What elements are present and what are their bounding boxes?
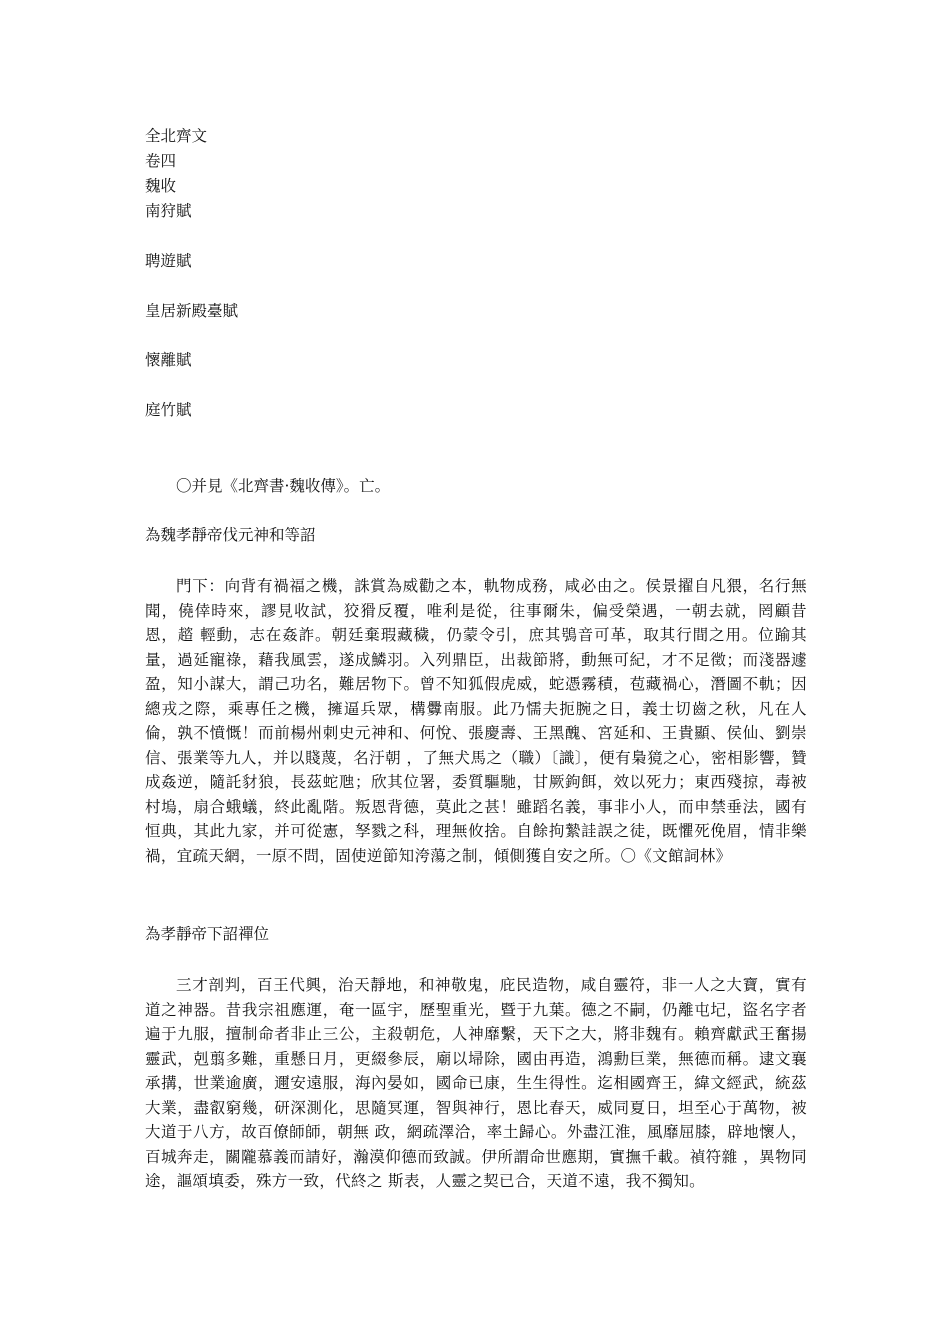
works-note: 〇并見《北齊書·魏收傳》。亡。 [176, 477, 391, 495]
section-body: 三才剖判，百王代興，治天靜地，和神敬鬼，庇民造物，咸自靈符，非一人之大寶，實有道之神器。昔我宗祖應運，奄一區宇，歷聖重光，暨于九葉。德之不嗣，仍離屯圮，盜名字者遍于九服，擅制命者非止三公，主殺朝危，人神靡繫，天下之大，將非魏有。賴齊獻武王奮揚靈武，剋翦多難，重懸日月，更綴參辰，廟以埽除，國由再造，鴻勳巨業，無德而稱。逮文襄承搆，世業逾廣，邇安遠服，海內晏如，國命已康，生生得性。迄相國齊王，緯文經武，統茲大業，盡叡窮幾，研深測化，思隨冥運，智與神行，恩比春天，威同夏日，坦至心于萬物，被大道于八方，故百僚師師，朝無 政，網疏澤洽，率土歸心。外盡江淮，風靡屈膝，辟地懷人，百城奔走，關隴慕義而請好，瀚漠仰德而致誠。伊所謂命世應期，實撫千載。禎符雜 ，異物同途，謳頌填委，殊方一致，代終之 斯表，人靈之契已合，天道不遠，我不獨知。 [145, 976, 807, 1190]
work-title: 皇居新殿臺賦 [145, 302, 239, 320]
work-title: 聘遊賦 [145, 252, 192, 270]
work-title: 懷離賦 [145, 351, 192, 369]
volume-label: 卷四 [145, 152, 177, 170]
collection-title: 全北齊文 [145, 127, 208, 145]
section-title: 為孝靜帝下詔禪位 [145, 925, 270, 943]
work-title: 南狩賦 [145, 202, 192, 220]
section-title: 為魏孝靜帝伐元神和等詔 [145, 526, 316, 544]
section-body: 門下：向背有禍福之機，誅賞為威勸之本，軌物成務，咸必由之。侯景擢自凡猥，名行無聞，僥倖時來，謬見收試，狡猾反覆，唯利是從，往事爾朱，偏受榮遇，一朝去就，罔顧昔恩，趦 輕動，志在姦詐。朝廷棄瑕藏穢，仍蒙令引，庶其鴞音可革，取其行間之用。位踰其量，過延寵祿，藉我風雲，遂成鱗羽。入列鼎臣，出裁節將，動無可紀，才不足徵；而淺器遽盈，知小謀大，謂己功名，難居物下。曾不知狐假虎威，蛇憑霧積，苞藏禍心，潛圖不軌；因總戎之際，乘專任之機，擁逼兵眾，構釁南服。此乃懦夫扼腕之日，義士切齒之秋，凡在人倫，孰不憤慨！而前楊州刺史元神和、何悅、張慶壽、王黑醜、宮延和、王貴顯、侯仙、劉崇信、張業等九人，并以賤蔑，名汙朝 ，了無犬馬之（職）〔識〕，便有梟獍之心，密相影響，贊成姦逆，隨託豺狼，長茲蛇虺；欣其位署，委質驅馳，甘厥鉤餌，效以死力；東西殘掠，毒被村塢，扇合蛾蟻，終此亂階。叛恩背德，莫此之甚！雖蹈名義，事非小人，而申禁垂法，國有恒典，其此九家，并可從憲，孥戮之科，理無攸捨。自餘拘縶詿誤之徒，既懼死俛眉，情非樂禍，宜疏天網，一原不問，固使逆節知洿蕩之制，傾側獲自安之所。〇《文館詞林》 [145, 577, 807, 865]
author-name: 魏收 [145, 177, 177, 195]
work-title: 庭竹賦 [145, 401, 192, 419]
